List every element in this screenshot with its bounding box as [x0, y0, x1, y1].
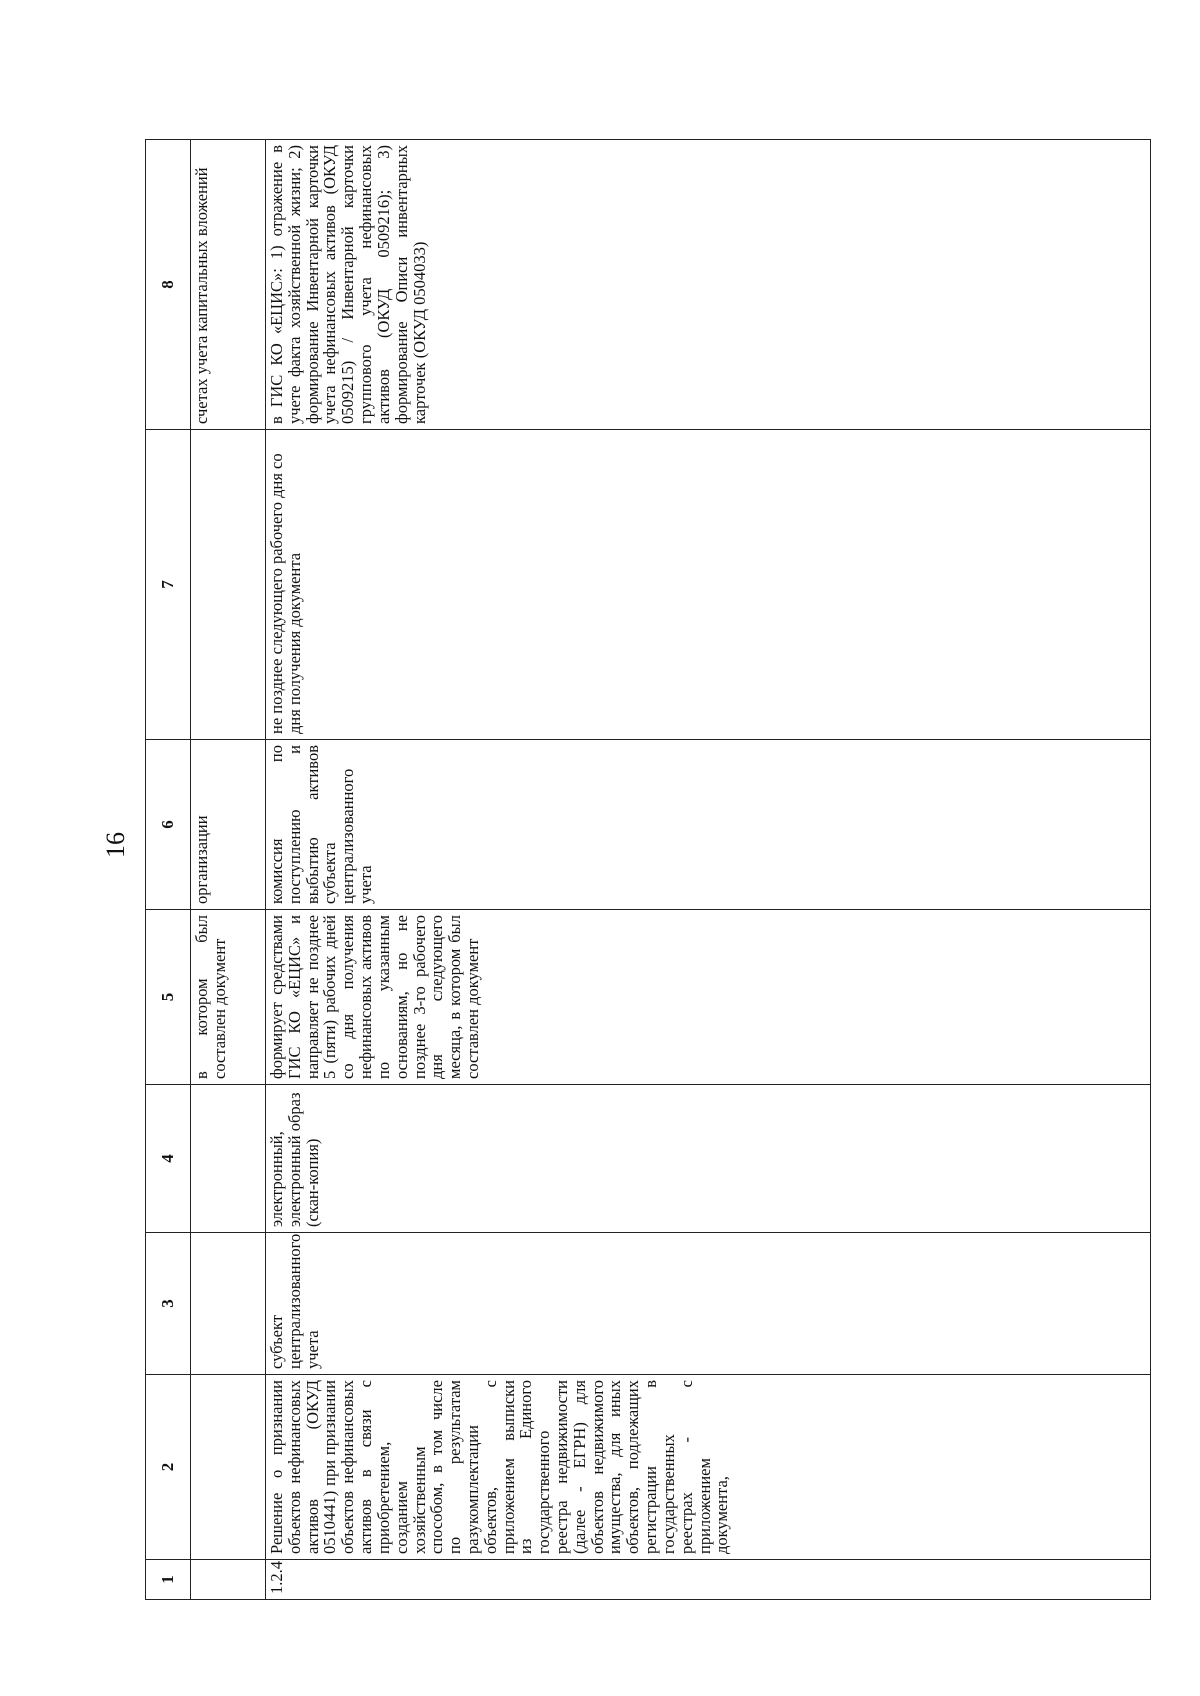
rotated-table-inner — [145, 140, 1160, 1600]
cell-document-name: Решение о признании объектов нефинансовых активов (ОКУД 0510441) при признании объектов нефинансовых активов в связи с приобретением, созданием хозяйственным способом, в том числе по результатам разукомплектации объектов, с приложением выписки из Единого государственного реестра недвижимости (далее - ЕГРН) для объектов недвижимого имущества, для иных объектов, подлежащих регистрации в государственных реестрах - с приложением документа, — [266, 1375, 1151, 1560]
rotated-table-area — [145, 140, 1160, 1600]
col-header-2: 2 — [146, 1375, 191, 1560]
col-header-5: 5 — [146, 910, 191, 1085]
cell-cont-6: организации — [191, 740, 266, 910]
col-header-1: 1 — [146, 1560, 191, 1600]
col-header-4: 4 — [146, 1085, 191, 1233]
col-header-7: 7 — [146, 430, 191, 740]
cell-cont-7 — [191, 430, 266, 740]
cell-cont-1 — [191, 1560, 266, 1600]
document-table — [145, 139, 1151, 1600]
cell-deadline-process: не позднее следующего рабочего дня со дня получения документа — [266, 430, 1151, 740]
table-row-1-2-4 — [266, 140, 1151, 1600]
header-row — [146, 140, 191, 1600]
cell-actions: в ГИС КО «ЕЦИС»: 1) отражение в учете факта хозяйственной жизни; 2) формирование Инвентарной карточки учета нефинансовых активов (ОКУД 0509215) / Инвентарной карточки группового учета нефинансовых активов (ОКУД 0509216); 3) формирование Описи инвентарных карточек (ОКУД 0504033) — [266, 140, 1151, 430]
cell-row-number: 1.2.4 — [266, 1560, 1151, 1600]
cell-document-form: электронный, электронный образ (скан-копия) — [266, 1085, 1151, 1233]
col-header-3: 3 — [146, 1233, 191, 1375]
cell-cont-8: счетах учета капитальных вложений — [191, 140, 266, 430]
table-row-continuation — [191, 140, 266, 1600]
cell-cont-4 — [191, 1085, 266, 1233]
cell-responsible: субъект централизованного учета — [266, 1233, 1151, 1375]
page-number: 16 — [101, 832, 130, 858]
cell-deadline-submit: формирует средствами ГИС КО «ЕЦИС» и направляет не позднее 5 (пяти) рабочих дней со дня получения нефинансовых активов по указанным основаниям, но не позднее 3-го рабочего дня следующего месяца, в котором был составлен документ — [266, 910, 1151, 1085]
col-header-6: 6 — [146, 740, 191, 910]
cell-recipient: комиссия по поступлению и выбытию активов субъекта централизованного учета — [266, 740, 1151, 910]
col-header-8: 8 — [146, 140, 191, 430]
cell-cont-3 — [191, 1233, 266, 1375]
cell-cont-2 — [191, 1375, 266, 1560]
cell-cont-5: в котором был составлен документ — [191, 910, 266, 1085]
